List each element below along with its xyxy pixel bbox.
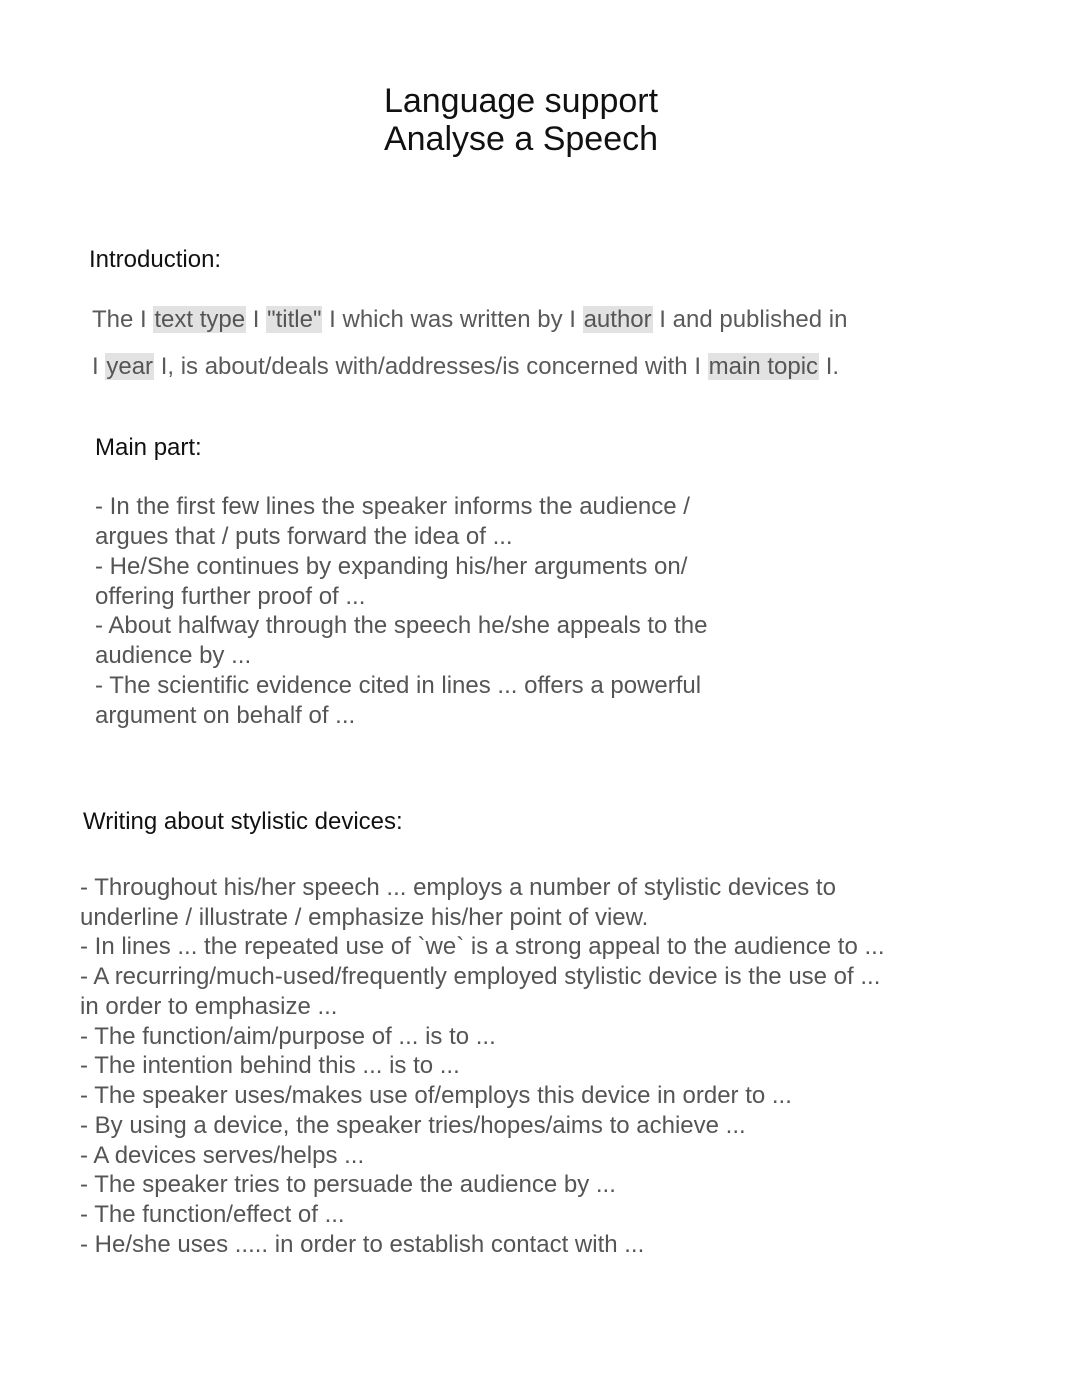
main-part-line: - The scientific evidence cited in lines ... offers a powerful bbox=[95, 672, 702, 699]
stylistic-devices-line: - The function/effect of ... bbox=[80, 1201, 345, 1228]
stylistic-devices-line: - By using a device, the speaker tries/hopes/aims to achieve ... bbox=[80, 1112, 746, 1139]
stylistic-devices-line: - Throughout his/her speech ... employs a number of stylistic devices to bbox=[80, 874, 836, 901]
introduction-line-2: I year I, is about/deals with/addresses/is concerned with I main topic I. bbox=[92, 353, 840, 380]
main-part-line: - He/She continues by expanding his/her arguments on/ bbox=[95, 553, 688, 580]
introduction-line-1: The I text type I "title" I which was written by I author I and published in bbox=[92, 306, 848, 333]
stylistic-devices-line: - A recurring/much-used/frequently employed stylistic device is the use of ... bbox=[80, 963, 881, 990]
title-line-2: Analyse a Speech bbox=[383, 120, 659, 158]
main-part-line: offering further proof of ... bbox=[95, 583, 366, 610]
placeholder-year: year bbox=[106, 353, 154, 380]
placeholder-author: author bbox=[583, 306, 652, 333]
main-part-line: argues that / puts forward the idea of ... bbox=[95, 523, 513, 550]
stylistic-devices-line: in order to emphasize ... bbox=[80, 993, 338, 1020]
stylistic-devices-heading: Writing about stylistic devices: bbox=[83, 808, 403, 835]
main-part-line: argument on behalf of ... bbox=[95, 702, 356, 729]
main-part-line: audience by ... bbox=[95, 642, 252, 669]
stylistic-devices-line: - A devices serves/helps ... bbox=[80, 1142, 365, 1169]
title-line-1: Language support bbox=[383, 82, 659, 120]
stylistic-devices-line: - The speaker tries to persuade the audience by ... bbox=[80, 1171, 616, 1198]
stylistic-devices-line: - The intention behind this ... is to ... bbox=[80, 1052, 460, 1079]
placeholder-title: "title" bbox=[267, 306, 322, 333]
stylistic-devices-line: - He/she uses ..... in order to establish contact with ... bbox=[80, 1231, 645, 1258]
stylistic-devices-line: underline / illustrate / emphasize his/her point of view. bbox=[80, 904, 649, 931]
stylistic-devices-line: - The speaker uses/makes use of/employs this device in order to ... bbox=[80, 1082, 792, 1109]
introduction-heading: Introduction: bbox=[89, 246, 222, 273]
placeholder-text-type: text type bbox=[154, 306, 246, 333]
placeholder-main-topic: main topic bbox=[708, 353, 819, 380]
stylistic-devices-line: - In lines ... the repeated use of `we` is a strong appeal to the audience to ... bbox=[80, 933, 885, 960]
main-part-line: - About halfway through the speech he/she appeals to the bbox=[95, 612, 708, 639]
main-part-heading: Main part: bbox=[95, 434, 202, 461]
stylistic-devices-line: - The function/aim/purpose of ... is to ... bbox=[80, 1023, 496, 1050]
main-part-line: - In the first few lines the speaker informs the audience / bbox=[95, 493, 690, 520]
